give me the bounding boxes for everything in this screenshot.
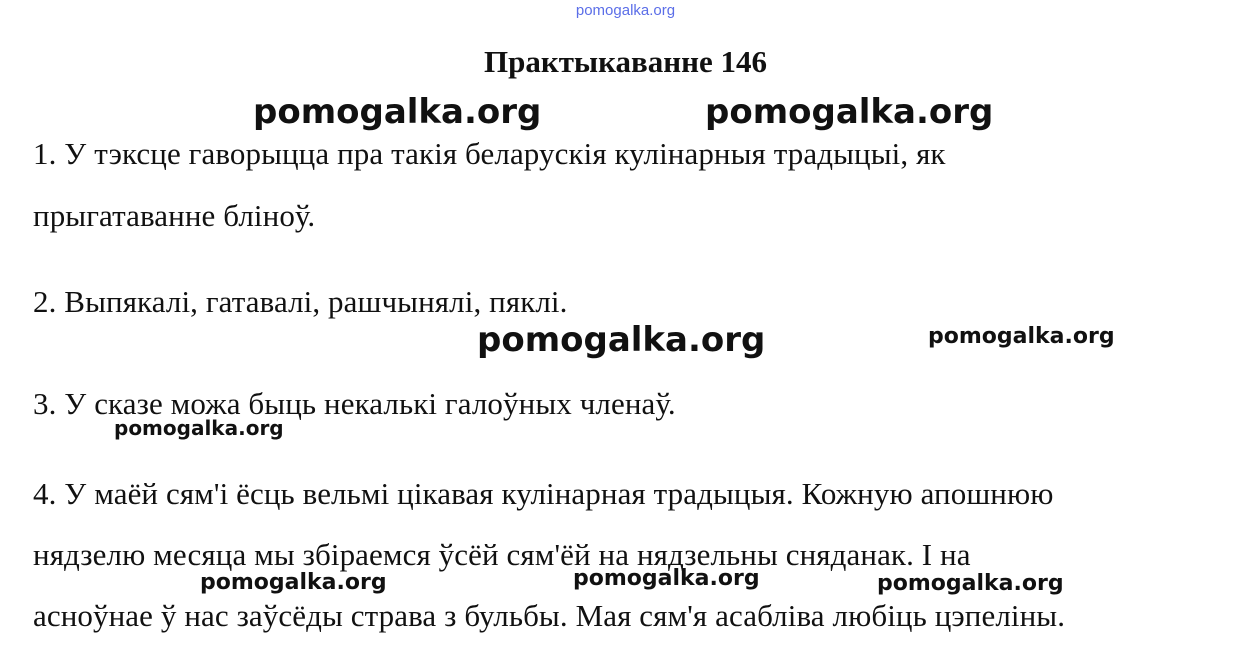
watermark: pomogalka.org: [928, 324, 1115, 349]
watermark: pomogalka.org: [200, 570, 387, 595]
watermark: pomogalka.org: [705, 92, 994, 132]
watermark: pomogalka.org: [253, 92, 542, 132]
page-title: Практыкаванне 146: [483, 44, 767, 79]
site-watermark-top: pomogalka.org: [575, 2, 676, 19]
answer-1-line-2: прыгатаванне бліноў.: [33, 198, 316, 233]
answer-4-line-2: нядзелю месяца мы збіраемся ўсёй сям'ёй на нядзельны сняданак. І на: [33, 537, 971, 572]
answer-2: 2. Выпякалі, гатавалі, рашчынялі, пяклі.: [33, 284, 568, 319]
watermark: pomogalka.org: [573, 566, 760, 591]
answer-3: 3. У сказе можа быць некалькі галоўных членаў.: [33, 386, 676, 421]
answer-4-line-3: асноўнае ў нас заўсёды страва з бульбы. Мая сям'я асабліва любіць цэпеліны.: [33, 598, 1066, 633]
answer-1-line-1: 1. У тэксце гаворыцца пра такія беларускія кулінарныя традыцыі, як: [33, 136, 946, 171]
watermark: pomogalka.org: [114, 416, 284, 440]
watermark: pomogalka.org: [877, 571, 1064, 596]
answer-4-line-1: 4. У маёй сям'і ёсць вельмі цікавая кулінарная традыцыя. Кожную апошнюю: [33, 476, 1054, 511]
watermark: pomogalka.org: [477, 320, 766, 360]
